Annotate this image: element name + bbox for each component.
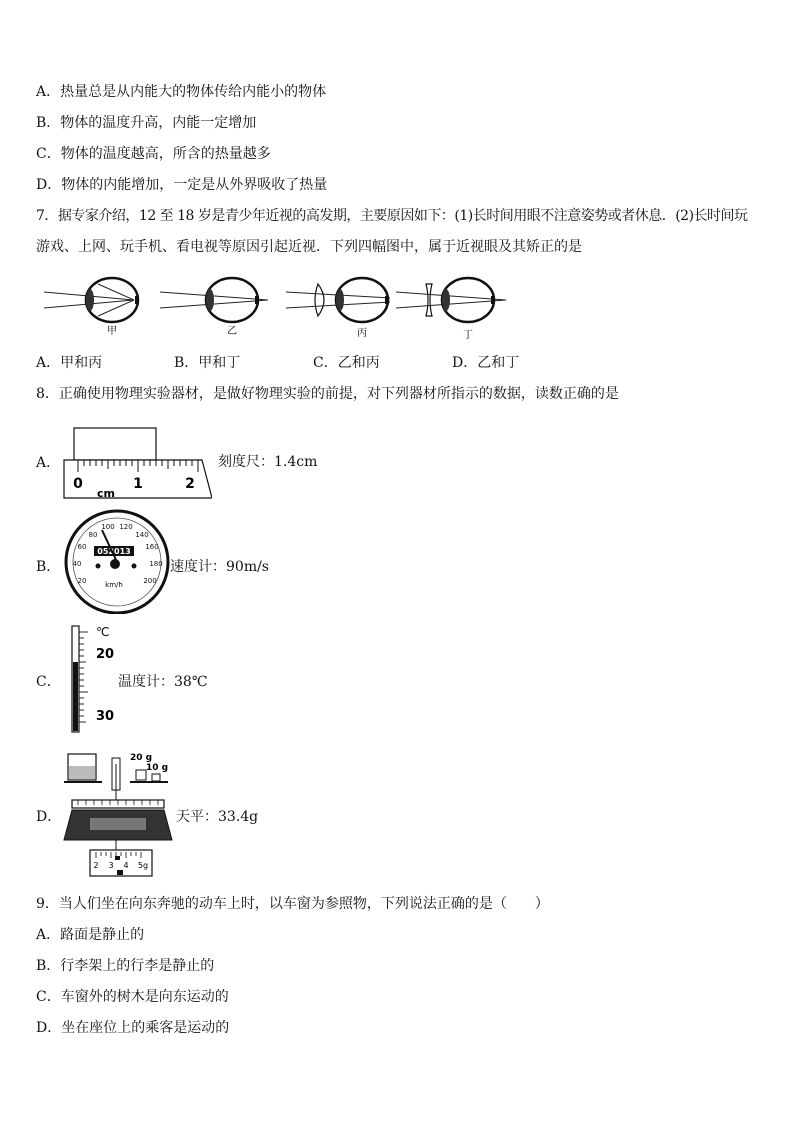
speed-tick-180: 180 — [149, 560, 163, 568]
q9-option-a: A．路面是静止的 — [36, 927, 145, 943]
eye-label-jia: 甲 — [107, 326, 117, 337]
balance-tick-3: 3 — [108, 861, 114, 870]
speed-tick-200: 200 — [143, 577, 157, 585]
eye-label-bing: 丙 — [357, 328, 367, 339]
q8-option-b-letter: B． — [36, 559, 61, 575]
speed-tick-60: 60 — [77, 543, 87, 551]
q8-option-a-text: 刻度尺：1.4cm — [218, 454, 318, 470]
balance-tick-2: 2 — [93, 861, 99, 870]
speed-tick-40: 40 — [72, 560, 82, 568]
speedometer-figure — [62, 508, 172, 614]
ruler-tick-1: 1 — [133, 476, 143, 492]
thermometer-figure — [66, 622, 116, 734]
odometer: 052013 — [97, 547, 131, 556]
q9-option-b: B．行李架上的行李是静止的 — [36, 958, 215, 974]
q8-option-a-letter: A． — [36, 455, 61, 471]
balance-tick-5g: 5g — [137, 861, 149, 870]
weight-20g: 20 g — [130, 753, 153, 763]
q8-option-d-letter: D． — [36, 809, 62, 825]
q6-option-d: D．物体的内能增加，一定是从外界吸收了热量 — [36, 177, 328, 193]
q6-option-b: B．物体的温度升高，内能一定增加 — [36, 115, 257, 131]
eye-label-ding: 丁 — [463, 330, 473, 341]
ruler-unit: cm — [97, 487, 115, 500]
q7-option-d: D．乙和丁 — [452, 355, 520, 371]
q7-stem-line2: 游戏、上网、玩手机、看电视等原因引起近视．下列四幅图中，属于近视眼及其矫正的是 — [36, 239, 582, 255]
q8-option-d-text: 天平：33.4g — [176, 809, 259, 825]
ruler-tick-2: 2 — [185, 476, 195, 492]
speed-tick-160: 160 — [145, 543, 159, 551]
eye-diagram-jia — [44, 278, 139, 337]
q8-option-c-letter: C． — [36, 674, 61, 690]
thermo-tick-30: 30 — [96, 709, 115, 724]
eye-label-yi: 乙 — [227, 326, 237, 337]
speed-unit: km/h — [105, 581, 123, 589]
eye-diagram-ding — [396, 278, 506, 341]
speed-tick-80: 80 — [88, 531, 98, 539]
q7-option-a: A．甲和丙 — [36, 355, 103, 371]
speed-tick-20: 20 — [77, 577, 87, 585]
speed-tick-100: 100 — [101, 523, 115, 531]
eye-diagrams — [40, 272, 520, 344]
balance-tick-4: 4 — [123, 861, 129, 870]
q8-stem: 8．正确使用物理实验器材，是做好物理实验的前提，对下列器材所指示的数据，读数正确的是 — [36, 386, 619, 402]
eye-diagram-yi — [160, 278, 268, 337]
q7-stem-line1: 7．据专家介绍，12 至 18 岁是青少年近视的高发期，主要原因如下：(1)长时间用眼不注意姿势或者休息．(2)长时间玩 — [36, 208, 748, 224]
q9-stem: 9．当人们坐在向东奔驰的动车上时，以车窗为参照物，下列说法正确的是（ ） — [36, 896, 549, 912]
q9-option-c: C．车窗外的树木是向东运动的 — [36, 989, 229, 1005]
q7-option-c: C．乙和丙 — [313, 355, 380, 371]
q8-option-c-text: 温度计：38℃ — [118, 674, 208, 690]
speed-tick-120: 120 — [119, 523, 133, 531]
balance-figure — [62, 748, 174, 880]
ruler-figure — [62, 424, 212, 500]
speed-tick-140: 140 — [135, 531, 149, 539]
weight-10g: 10 g — [146, 763, 169, 773]
q6-option-a: A．热量总是从内能大的物体传给内能小的物体 — [36, 84, 327, 100]
q9-option-d: D．坐在座位上的乘客是运动的 — [36, 1020, 230, 1036]
eye-diagram-bing — [286, 278, 390, 339]
ruler-tick-0: 0 — [73, 476, 83, 492]
q6-option-c: C．物体的温度越高，所含的热量越多 — [36, 146, 271, 162]
thermo-tick-20: 20 — [96, 647, 115, 662]
q7-option-b: B．甲和丁 — [174, 355, 241, 371]
thermo-unit: ℃ — [96, 625, 110, 639]
q8-option-b-text: 速度计：90m/s — [170, 559, 269, 575]
